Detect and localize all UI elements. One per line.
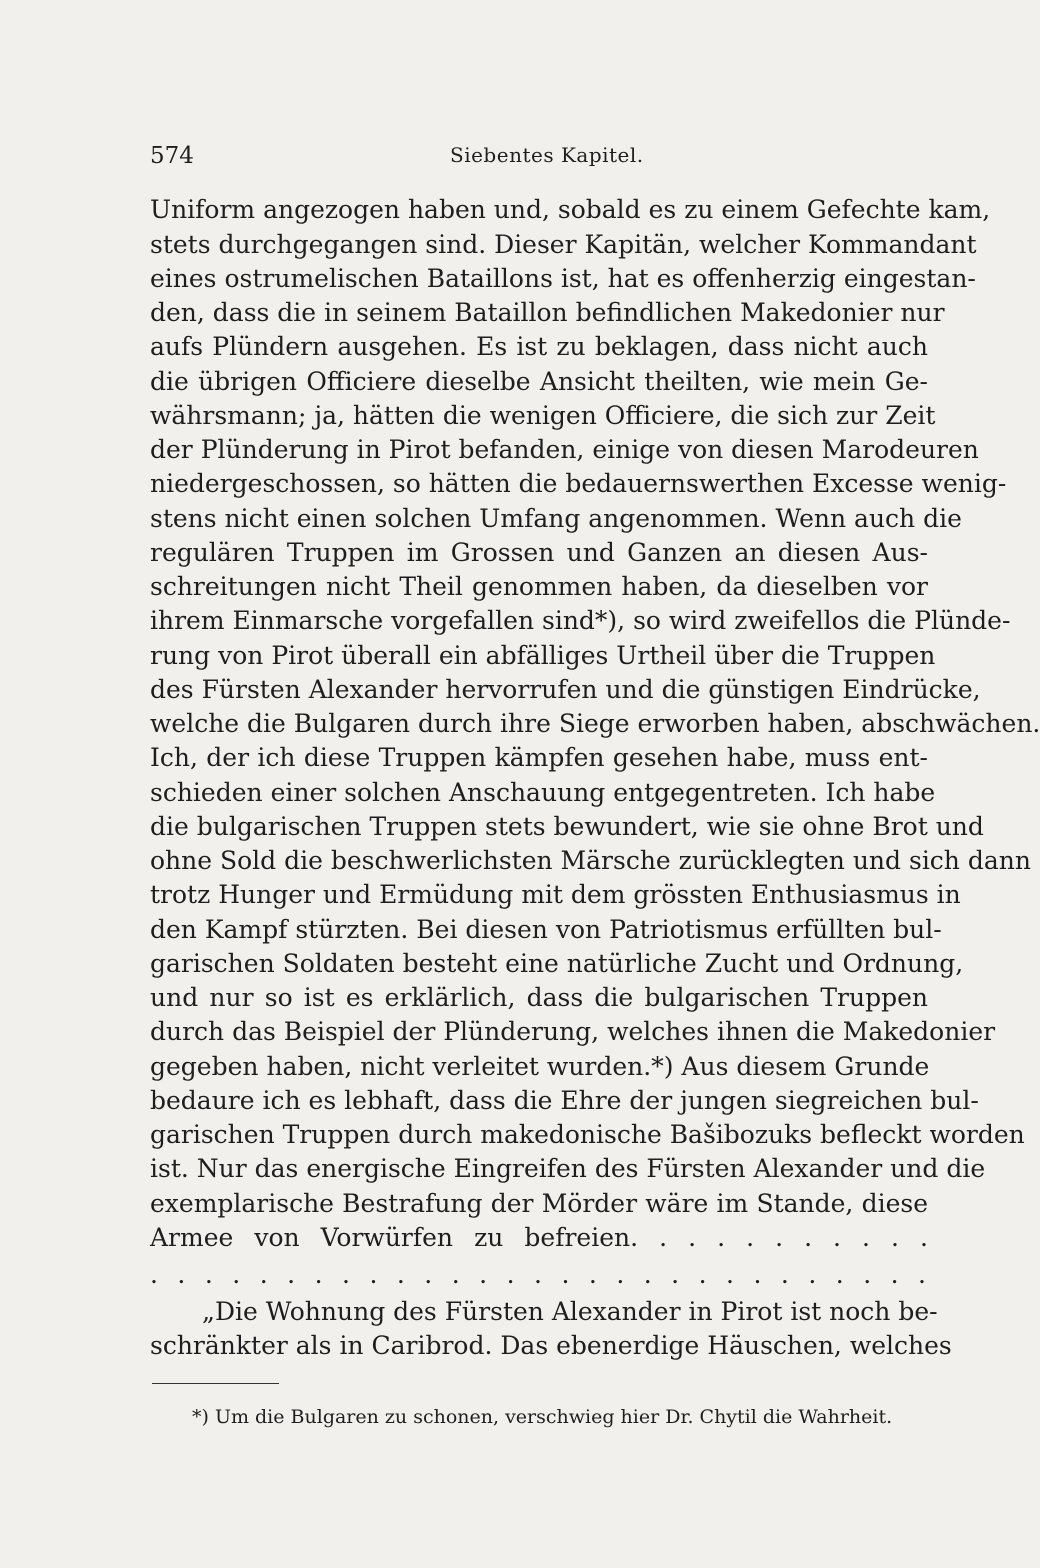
page-number: 574: [150, 143, 194, 169]
text-line: garischen Soldaten besteht eine natürliche Zucht und Ordnung,: [150, 949, 964, 978]
text-line: ist. Nur das energische Eingreifen des Fürsten Alexander und die: [150, 1154, 986, 1183]
text-line: aufs Plündern ausgehen. Es ist zu beklagen, dass nicht auch: [150, 332, 928, 361]
footnote-rule: [152, 1383, 279, 1384]
text-line: niedergeschossen, so hätten die bedauernswerthen Excesse wenig-: [150, 469, 1007, 498]
footnote: *) Um die Bulgaren zu schonen, verschwieg hier Dr. Chytil die Wahrheit.: [192, 1406, 893, 1428]
text-line: der Plünderung in Pirot befanden, einige von diesen Marodeuren: [150, 435, 979, 464]
text-line: trotz Hunger und Ermüdung mit dem grössten Enthusiasmus in: [150, 880, 961, 909]
text-line: Uniform angezogen haben und, sobald es zu einem Gefechte kam,: [150, 195, 991, 224]
text-line: Armee von Vorwürfen zu befreien. . . . . . . . . . .: [150, 1223, 928, 1252]
text-line: ohne Sold die beschwerlichsten Märsche zurücklegten und sich dann: [150, 846, 1031, 875]
text-line: eines ostrumelischen Bataillons ist, hat es offenherzig eingestan-: [150, 264, 976, 293]
text-line: Ich, der ich diese Truppen kämpfen gesehen habe, muss ent-: [150, 743, 928, 772]
text-line: stens nicht einen solchen Umfang angenommen. Wenn auch die: [150, 504, 962, 533]
text-line: schreitungen nicht Theil genommen haben, da dieselben vor: [150, 572, 928, 601]
text-line: welche die Bulgaren durch ihre Siege erworben haben, abschwächen.: [150, 709, 1040, 738]
text-line: stets durchgegangen sind. Dieser Kapitän, welcher Kommandant: [150, 230, 977, 259]
text-line: exemplarische Bestrafung der Mörder wäre im Stande, diese: [150, 1189, 928, 1218]
text-line: den, dass die in seinem Bataillon befindlichen Makedonier nur: [150, 298, 945, 327]
text-line: gegeben haben, nicht verleitet wurden.*) Aus diesem Grunde: [150, 1052, 930, 1081]
text-line: garischen Truppen durch makedonische Bašibozuks befleckt worden: [150, 1120, 1025, 1149]
text-line: des Fürsten Alexander hervorrufen und die günstigen Eindrücke,: [150, 675, 981, 704]
text-line: die übrigen Officiere dieselbe Ansicht theilten, wie mein Ge-: [150, 367, 928, 396]
text-line: und nur so ist es erklärlich, dass die bulgarischen Truppen: [150, 983, 928, 1012]
text-line: durch das Beispiel der Plünderung, welches ihnen die Makedonier: [150, 1017, 996, 1046]
text-line: ihrem Einmarsche vorgefallen sind*), so wird zweifellos die Plünde-: [150, 606, 1011, 635]
text-line: regulären Truppen im Grossen und Ganzen an diesen Aus-: [150, 538, 928, 567]
text-line: „Die Wohnung des Fürsten Alexander in Pirot ist noch be-: [202, 1297, 938, 1326]
ellipsis-line: . . . . . . . . . . . . . . . . . . . . . . . . . . . . .: [150, 1260, 928, 1289]
text-line: währsmann; ja, hätten die wenigen Officiere, die sich zur Zeit: [150, 401, 936, 430]
text-line: den Kampf stürzten. Bei diesen von Patriotismus erfüllten bul-: [150, 915, 942, 944]
text-line: die bulgarischen Truppen stets bewundert, wie sie ohne Brot und: [150, 812, 984, 841]
text-line: bedaure ich es lebhaft, dass die Ehre der jungen siegreichen bul-: [150, 1086, 979, 1115]
text-line: rung von Pirot überall ein abfälliges Urtheil über die Truppen: [150, 641, 936, 670]
text-line: schieden einer solchen Anschauung entgegentreten. Ich habe: [150, 778, 936, 807]
text-line: schränkter als in Caribrod. Das ebenerdige Häuschen, welches: [150, 1331, 952, 1360]
running-head: Siebentes Kapitel.: [450, 143, 644, 167]
